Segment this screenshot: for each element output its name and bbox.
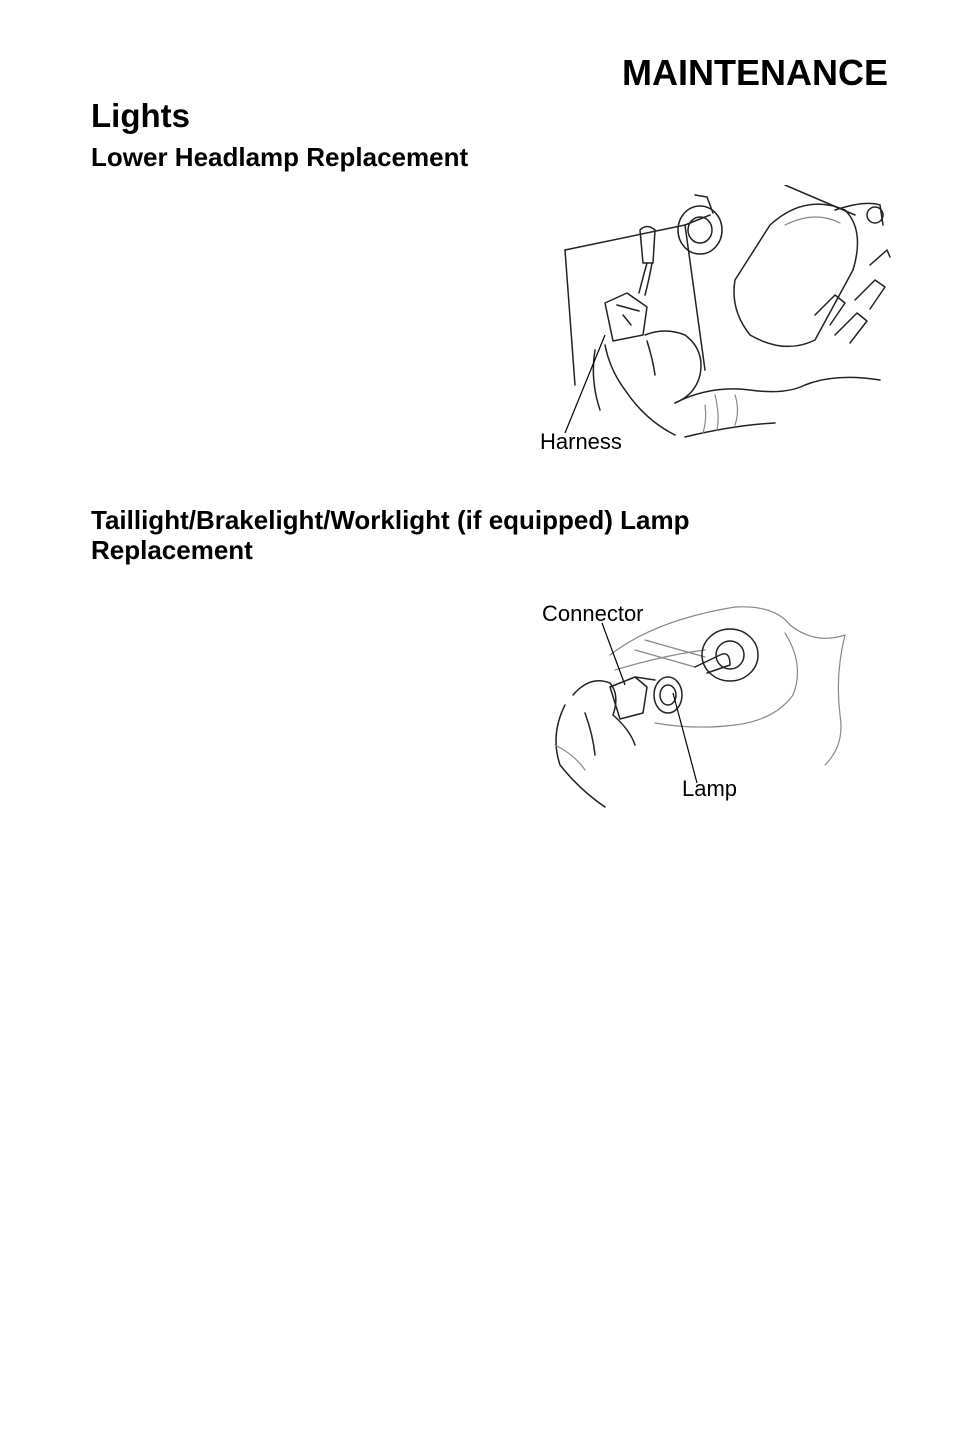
lamp-label: Lamp [682, 776, 738, 801]
subsection-title-taillight: Taillight/Brakelight/Worklight (if equipped) Lamp Replacement [91, 505, 690, 565]
headlamp-line-drawing [535, 185, 895, 470]
connector-label: Connector [542, 601, 644, 626]
subsection-title-headlamp: Lower Headlamp Replacement [91, 142, 469, 172]
taillight-replacement-illustration [535, 595, 865, 820]
section-title: Lights [91, 97, 190, 134]
chapter-title: MAINTENANCE [622, 52, 888, 93]
harness-label: Harness [540, 429, 622, 454]
headlamp-replacement-illustration [535, 185, 895, 470]
